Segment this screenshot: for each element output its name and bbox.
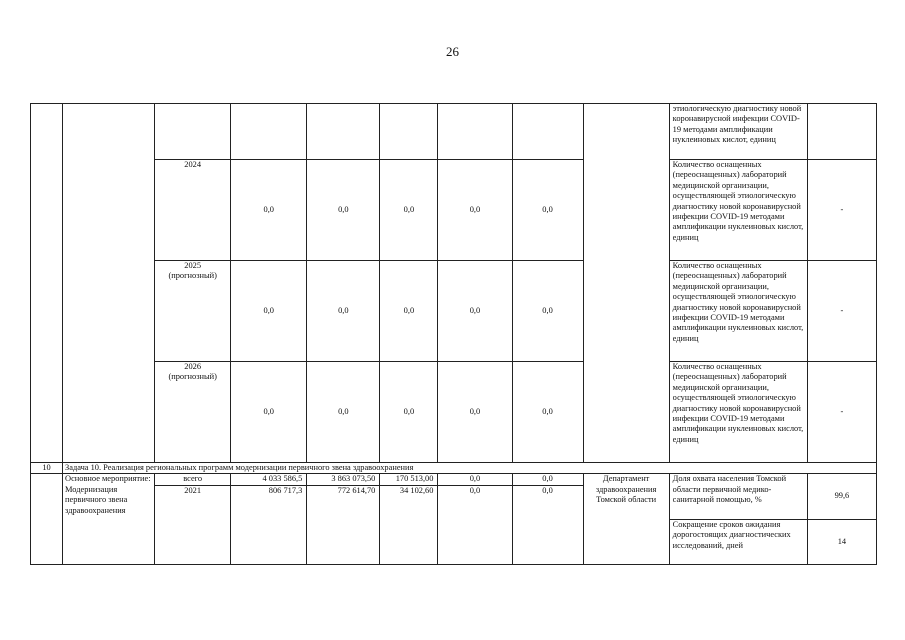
measure-name-cell: Основное мероприятие: Модернизация первичного звена здравоохранения — [63, 474, 155, 564]
value-cell: 0,0 — [512, 485, 583, 564]
year-label: 2026 — [184, 362, 202, 371]
task-number: 10 — [31, 463, 63, 474]
table-row — [31, 362, 877, 463]
value-cell: 0,0 — [438, 474, 512, 485]
indicator-value: - — [807, 160, 876, 261]
value-cell: 0,0 — [307, 261, 380, 362]
indicator-value: - — [807, 261, 876, 362]
indicator-value: 99,6 — [807, 474, 876, 519]
period-cell: 2021 — [155, 485, 231, 564]
executor-cell: Департамент здравоохранения Томской области — [583, 474, 669, 564]
value-cell: 0,0 — [380, 362, 438, 463]
value-cell — [512, 104, 583, 160]
value-cell: 0,0 — [438, 485, 512, 564]
value-cell: 0,0 — [438, 362, 512, 463]
year-sublabel: (прогнозный) — [168, 372, 217, 382]
value-cell: 0,0 — [307, 160, 380, 261]
value-cell: 0,0 — [307, 362, 380, 463]
period-cell — [155, 104, 231, 160]
value-cell — [438, 104, 512, 160]
table-row — [31, 261, 877, 362]
year-sublabel: (прогнозный) — [168, 271, 217, 281]
value-cell: 0,0 — [512, 160, 583, 261]
year-label: 2024 — [184, 160, 202, 169]
indicator-value: 14 — [807, 519, 876, 564]
indicator-text: Сокращение сроков ожидания дорогостоящих диагностических исследований, дней — [669, 519, 807, 564]
table-row — [31, 160, 877, 261]
value-cell — [231, 104, 307, 160]
value-cell: 0,0 — [438, 160, 512, 261]
year-cell — [155, 261, 231, 362]
value-cell: 806 717,3 — [231, 485, 307, 564]
value-cell: 0,0 — [438, 261, 512, 362]
value-cell: 3 863 073,50 — [307, 474, 380, 485]
value-cell: 0,0 — [380, 261, 438, 362]
executor-cell — [583, 104, 669, 463]
program-table — [30, 103, 877, 565]
table-row — [31, 104, 877, 160]
value-cell: 0,0 — [231, 261, 307, 362]
period-cell: всего — [155, 474, 231, 485]
indicator-text: Количество оснащенных (переоснащенных) лабораторий медицинской организации, осуществляющей этиологическую диагностику новой коронавирусной инфекции COVID-19 методами амплификации нуклеиновых кислот, единиц — [669, 160, 807, 261]
year-cell — [155, 362, 231, 463]
value-cell: 0,0 — [512, 261, 583, 362]
year-label: 2025 — [184, 261, 202, 270]
value-cell — [380, 104, 438, 160]
measure-name-cell — [63, 104, 155, 463]
value-cell: 170 513,00 — [380, 474, 438, 485]
value-cell: 4 033 586,5 — [231, 474, 307, 485]
indicator-text: этиологическую диагностику новой коронавирусной инфекции COVID-19 методами амплификации нуклеиновых кислот, единиц — [669, 104, 807, 160]
indicator-text: Количество оснащенных (переоснащенных) лабораторий медицинской организации, осуществляющей этиологическую диагностику новой коронавирусной инфекции COVID-19 методами амплификации нуклеиновых кислот, единиц — [669, 362, 807, 463]
task-row — [31, 463, 877, 474]
value-cell: 0,0 — [380, 160, 438, 261]
value-cell: 34 102,60 — [380, 485, 438, 564]
task-title: Задача 10. Реализация региональных программ модернизации первичного звена здравоохранения — [63, 463, 877, 474]
table-row — [31, 474, 877, 485]
page-number: 26 — [446, 44, 459, 59]
value-cell: 0,0 — [512, 474, 583, 485]
row-number-cell — [31, 104, 63, 463]
value-cell: 0,0 — [231, 160, 307, 261]
indicator-value: - — [807, 362, 876, 463]
value-cell: 0,0 — [231, 362, 307, 463]
value-cell — [307, 104, 380, 160]
row-number-cell — [31, 474, 63, 564]
indicator-text: Количество оснащенных (переоснащенных) лабораторий медицинской организации, осуществляющей этиологическую диагностику новой коронавирусной инфекции COVID-19 методами амплификации нуклеиновых кислот, единиц — [669, 261, 807, 362]
indicator-value — [807, 104, 876, 160]
value-cell: 772 614,70 — [307, 485, 380, 564]
indicator-text: Доля охвата населения Томской области первичной медико-санитарной помощью, % — [669, 474, 807, 519]
value-cell: 0,0 — [512, 362, 583, 463]
year-cell — [155, 160, 231, 261]
